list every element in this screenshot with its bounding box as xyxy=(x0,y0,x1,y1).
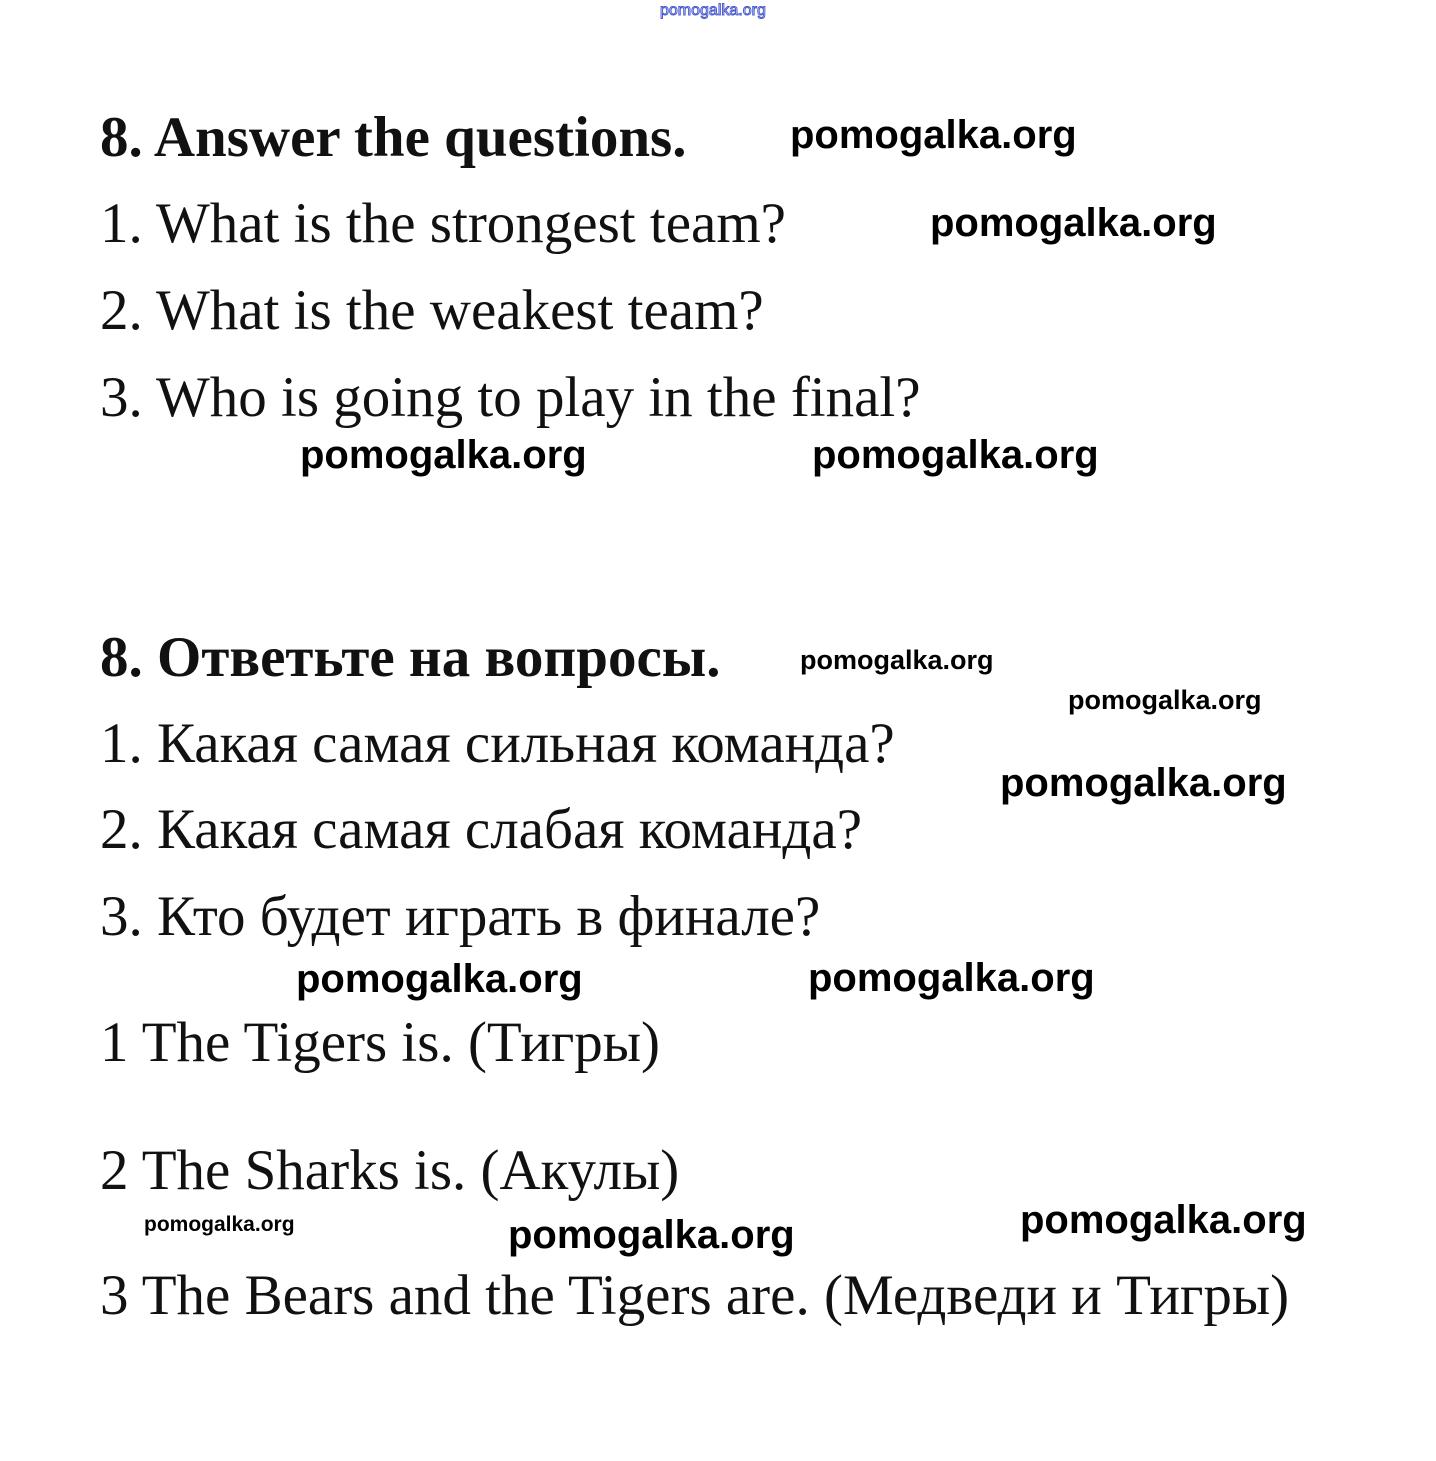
heading-russian: 8. Ответьте на вопросы. xyxy=(100,626,721,689)
watermark: pomogalka.org xyxy=(508,1213,795,1257)
answer-1: 1 The Tigers is. (Тигры) xyxy=(100,1011,660,1074)
question-ru-2: 2. Какая самая слабая команда? xyxy=(100,798,863,861)
watermark: pomogalka.org xyxy=(790,113,1077,157)
answer-2: 2 The Sharks is. (Акулы) xyxy=(100,1139,680,1202)
question-ru-1: 1. Какая самая сильная команда? xyxy=(100,712,895,775)
question-en-1: 1. What is the strongest team? xyxy=(100,192,786,255)
watermark: pomogalka.org xyxy=(800,645,994,675)
watermark: pomogalka.org xyxy=(1000,761,1287,805)
question-en-2: 2. What is the weakest team? xyxy=(100,279,764,342)
watermark-top: pomogalka.org xyxy=(660,2,766,19)
watermark: pomogalka.org xyxy=(812,433,1099,477)
watermark: pomogalka.org xyxy=(300,433,587,477)
heading-english: 8. Answer the questions. xyxy=(100,106,687,169)
watermark: pomogalka.org xyxy=(144,1213,295,1236)
watermark: pomogalka.org xyxy=(930,201,1217,245)
watermark: pomogalka.org xyxy=(1020,1198,1307,1242)
watermark: pomogalka.org xyxy=(296,957,583,1001)
watermark: pomogalka.org xyxy=(808,956,1095,1000)
watermark: pomogalka.org xyxy=(1068,685,1262,715)
question-en-3: 3. Who is going to play in the final? xyxy=(100,366,921,429)
answer-3: 3 The Bears and the Tigers are. (Медведи и Тигры) xyxy=(100,1264,1290,1327)
question-ru-3: 3. Кто будет играть в финале? xyxy=(100,885,821,948)
